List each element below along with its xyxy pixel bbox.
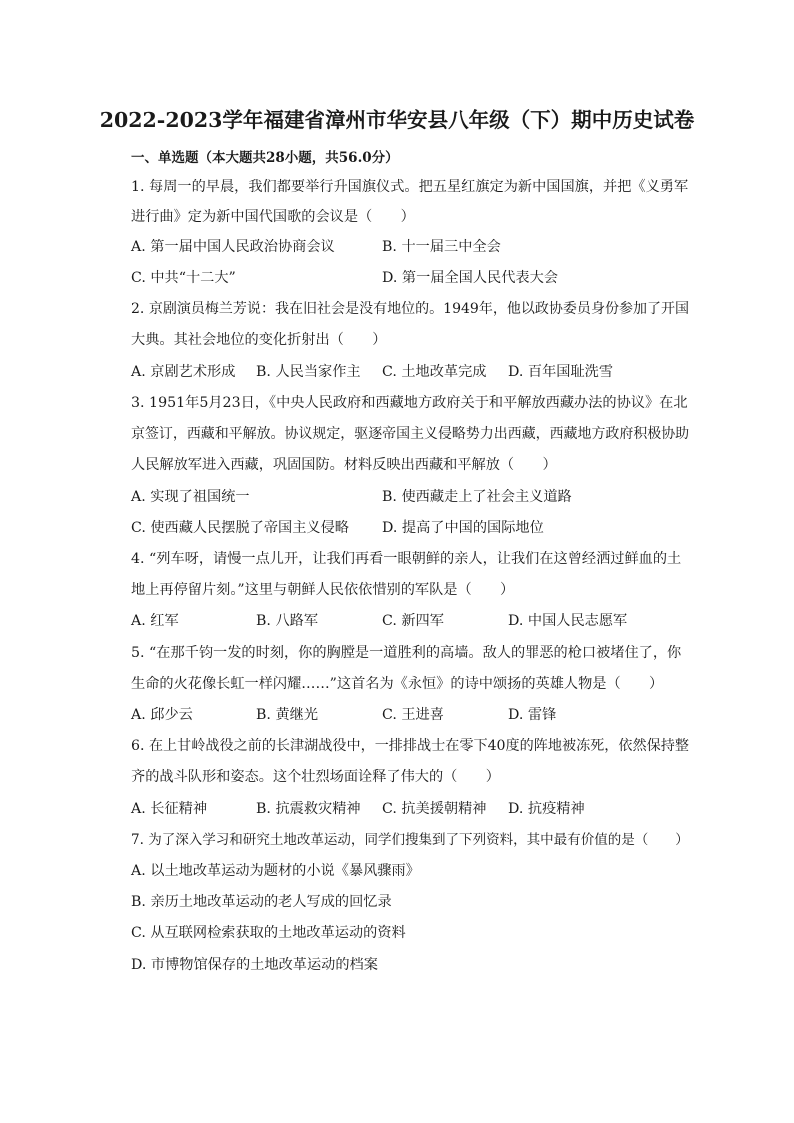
- question-4-option-d: D. 中国人民志愿军: [508, 613, 628, 629]
- question-3-line-2: 京签订，西藏和平解放。协议规定，驱逐帝国主义侵略势力出西藏，西藏地方政府积极协助: [131, 426, 690, 442]
- question-5-option-b: B. 黄继光: [256, 707, 319, 723]
- question-2-line-1: 2. 京剧演员梅兰芳说：我在旧社会是没有地位的。1949年，他以政协委员身份参加了开国: [131, 301, 690, 317]
- page-title: 2022-2023学年福建省漳州市华安县八年级（下）期中历史试卷: [99, 108, 695, 132]
- question-3-line-1: 3. 1951年5月23日，《中央人民政府和西藏地方政府关于和平解放西藏办法的协议》在北: [131, 395, 688, 411]
- question-3-option-b: B. 使西藏走上了社会主义道路: [382, 489, 572, 505]
- question-4-option-c: C. 新四军: [382, 613, 444, 629]
- question-2-option-b: B. 人民当家作主: [256, 364, 361, 380]
- question-3-line-3: 人民解放军进入西藏，巩固国防。材料反映出西藏和平解放（ ）: [131, 457, 557, 473]
- question-1-option-a: A. 第一届中国人民政治协商会议: [131, 239, 335, 255]
- question-1-line-1: 1. 每周一的早晨，我们都要举行升国旗仪式。把五星红旗定为新中国国旗，并把《义勇军: [131, 179, 689, 195]
- question-6-option-d: D. 抗疫精神: [508, 801, 585, 817]
- question-2-option-c: C. 土地改革完成: [382, 364, 487, 380]
- question-2-option-a: A. 京剧艺术形成: [131, 364, 236, 380]
- question-3-option-a: A. 实现了祖国统一: [131, 489, 250, 505]
- question-5-line-1: 5. “在那千钧一发的时刻，你的胸膛是一道胜利的高墙。敌人的罪恶的枪口被堵住了，你: [131, 645, 682, 661]
- question-1-option-c: C. 中共“十二大”: [131, 270, 236, 286]
- question-7-line-1: 7. 为了深入学习和研究土地改革运动，同学们搜集到了下列资料，其中最有价值的是（ ）: [131, 832, 689, 848]
- section-heading: 一、单选题（本大题共28小题，共56.0分）: [131, 150, 399, 166]
- question-6-option-c: C. 抗美援朝精神: [382, 801, 487, 817]
- question-4-option-b: B. 八路军: [256, 613, 319, 629]
- question-5-option-a: A. 邱少云: [131, 707, 193, 723]
- question-6-line-2: 齐的战斗队形和姿态。这个壮烈场面诠释了伟大的（ ）: [131, 769, 500, 785]
- question-2-line-2: 大典。其社会地位的变化折射出（ ）: [131, 332, 387, 348]
- question-5-option-c: C. 王进喜: [382, 707, 444, 723]
- question-1-option-d: D. 第一届全国人民代表大会: [382, 270, 558, 286]
- question-3-option-d: D. 提高了中国的国际地位: [382, 520, 544, 536]
- question-3-option-c: C. 使西藏人民摆脱了帝国主义侵略: [131, 520, 349, 536]
- question-5-line-2: 生命的火花像长虹一样闪耀……”这首名为《永恒》的诗中颂扬的英雄人物是（ ）: [131, 676, 664, 692]
- question-6-option-a: A. 长征精神: [131, 801, 208, 817]
- question-5-option-d: D. 雷锋: [508, 707, 557, 723]
- question-7-option-a: A. 以土地改革运动为题材的小说《暴风骤雨》: [131, 863, 420, 879]
- question-4-line-1: 4. “列车呀，请慢一点儿开，让我们再看一眼朝鲜的亲人，让我们在这曾经洒过鲜血的土: [131, 551, 682, 567]
- question-7-option-b: B. 亲历土地改革运动的老人写成的回忆录: [131, 894, 392, 910]
- question-7-option-c: C. 从互联网检索获取的土地改革运动的资料: [131, 925, 406, 941]
- question-6-line-1: 6. 在上甘岭战役之前的长津湖战役中，一排排战士在零下40度的阵地被冻死，依然保持整: [131, 738, 689, 754]
- question-1-line-2: 进行曲》定为新中国代国歌的会议是（ ）: [131, 209, 415, 225]
- question-2-option-d: D. 百年国耻洗雪: [508, 364, 614, 380]
- question-6-option-b: B. 抗震救灾精神: [256, 801, 361, 817]
- question-4-option-a: A. 红军: [131, 613, 179, 629]
- question-7-option-d: D. 市博物馆保存的土地改革运动的档案: [131, 957, 378, 973]
- question-1-option-b: B. 十一届三中全会: [382, 239, 501, 255]
- question-4-line-2: 地上再停留片刻。”这里与朝鲜人民依依惜别的军队是（ ）: [131, 582, 515, 598]
